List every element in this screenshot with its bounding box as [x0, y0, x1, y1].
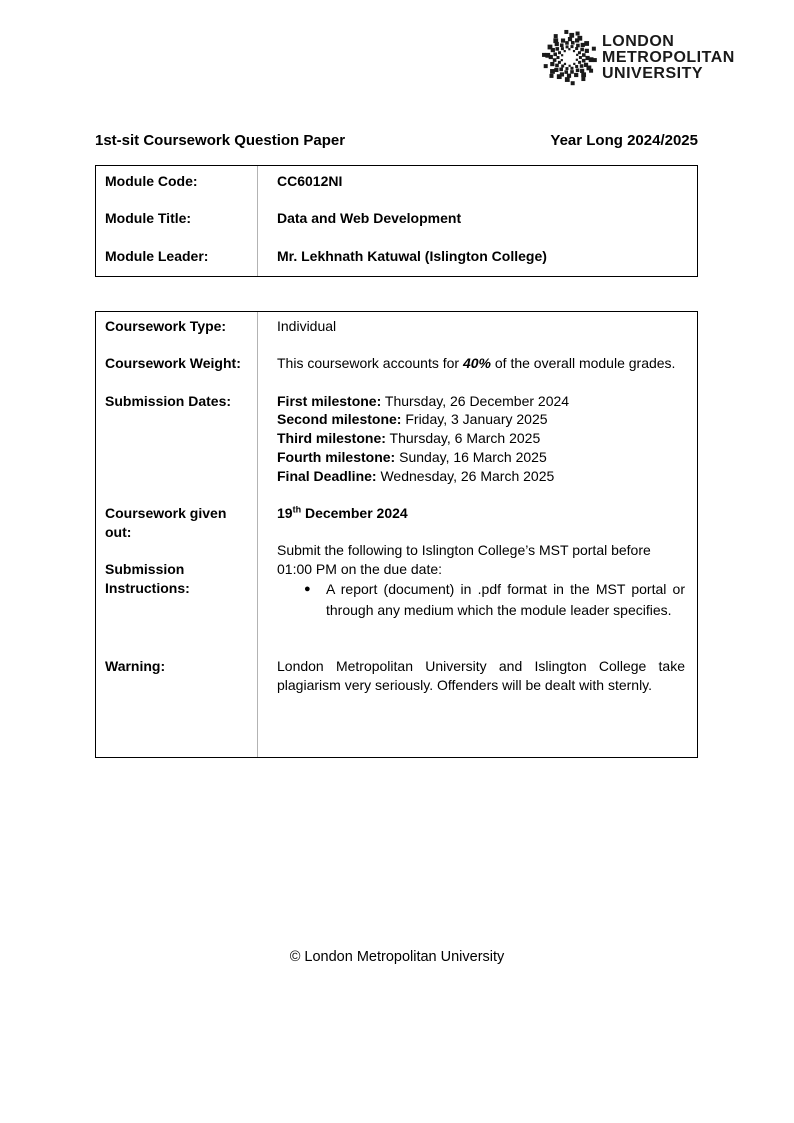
module-title-label: Module Title: [105, 210, 192, 227]
module-title-row [96, 209, 697, 228]
milestone-date: Thursday, 26 December 2024 [381, 392, 570, 409]
given-out-date [277, 504, 685, 523]
paper-title: 1st-sit Coursework Question Paper [95, 132, 346, 149]
warning-row [96, 657, 697, 694]
value-spacer [277, 523, 685, 542]
milestone-line [277, 467, 685, 486]
milestone-name: First milestone: [277, 392, 382, 409]
coursework-type-value: Individual [277, 318, 337, 334]
coursework-type-label: Coursework Type: [105, 318, 227, 334]
given-out-label: Coursework given out: [105, 504, 227, 540]
given-out-day: 19 [277, 504, 293, 521]
coursework-info-table [95, 311, 698, 758]
bullet-icon: ● [304, 583, 311, 596]
submission-dates-value [257, 392, 697, 486]
milestone-line [277, 410, 685, 429]
given-out-ordinal: th [292, 504, 302, 515]
label-spacer [105, 541, 249, 560]
weight-percentage: 40% [462, 355, 491, 372]
given-out-instructions-values [257, 504, 697, 621]
logo-line-1: LONDON [602, 32, 675, 50]
paper-term: Year Long 2024/2025 [550, 132, 698, 149]
coursework-type-row [96, 317, 697, 336]
module-code-row [96, 172, 697, 191]
submission-instructions-intro: Submit the following to Islington College’s MST portal before 01:00 PM on the due date: [277, 542, 651, 578]
milestone-name: Second milestone: [277, 411, 402, 428]
logo-line-2: METROPOLITAN [602, 48, 735, 66]
milestone-line [277, 429, 685, 448]
module-leader-row [96, 247, 697, 266]
module-code-value: CC6012NI [277, 173, 343, 189]
milestone-date: Wednesday, 26 March 2025 [376, 467, 555, 484]
module-title-value: Data and Web Development [277, 210, 462, 227]
submission-dates-label: Submission Dates: [105, 392, 232, 409]
milestone-date: Thursday, 6 March 2025 [385, 430, 541, 447]
logo-line-3: UNIVERSITY [602, 64, 704, 82]
milestone-name: Third milestone: [277, 430, 386, 447]
copyright-text: © London Metropolitan University [289, 949, 505, 965]
submission-bullet-text: A report (document) in .pdf format in the MST portal or through any medium which the module leader specifies. [326, 581, 685, 619]
module-code-label: Module Code: [105, 173, 198, 189]
submission-bullet-item [304, 579, 685, 621]
milestone-name: Final Deadline: [277, 467, 377, 484]
university-emblem-icon [541, 29, 598, 86]
coursework-weight-label: Coursework Weight: [105, 355, 241, 372]
given-out-and-instructions-row [96, 504, 697, 621]
submission-instructions-label: Submission Instructions: [105, 561, 190, 596]
warning-label: Warning: [105, 657, 166, 674]
copyright-footer [0, 948, 794, 967]
paper-header [95, 131, 698, 150]
module-leader-value: Mr. Lekhnath Katuwal (Islington College) [277, 247, 547, 264]
module-leader-label: Module Leader: [105, 247, 209, 264]
given-out-month-year: December 2024 [301, 504, 408, 521]
milestone-line [277, 448, 685, 467]
coursework-weight-value [257, 354, 697, 373]
university-logo-text [602, 34, 735, 82]
warning-text: London Metropolitan University and Islington College take plagiarism very seriously. Offenders will be dealt with sternly. [277, 657, 685, 693]
submission-dates-row [96, 392, 697, 486]
milestone-date: Sunday, 16 March 2025 [395, 448, 547, 465]
milestone-date: Friday, 3 January 2025 [401, 411, 548, 428]
milestone-line [277, 392, 685, 411]
university-logo [541, 29, 735, 86]
module-info-table [95, 165, 698, 277]
given-out-instructions-labels [96, 504, 257, 621]
weight-text-after: of the overall module grades. [491, 355, 676, 372]
milestone-name: Fourth milestone: [277, 448, 396, 465]
weight-text-before: This coursework accounts for [277, 355, 463, 372]
coursework-weight-row [96, 354, 697, 373]
